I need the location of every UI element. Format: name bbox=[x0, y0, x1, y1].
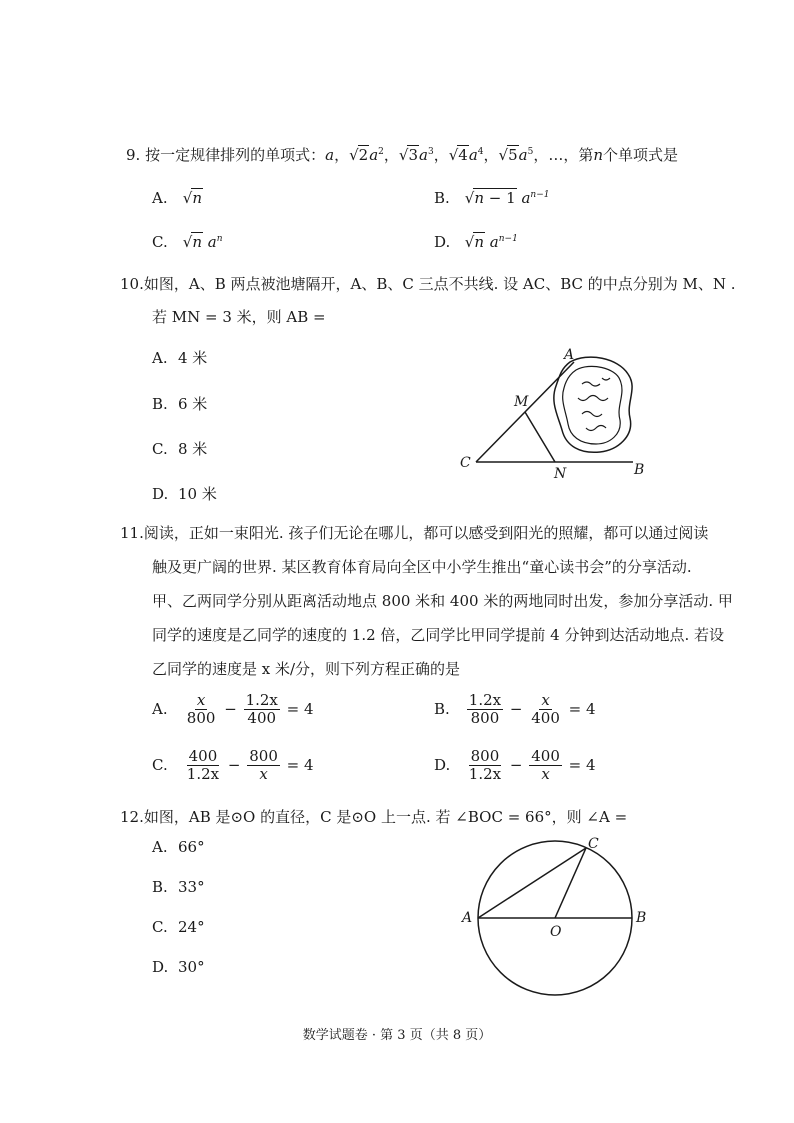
q12-option-d-label: D. bbox=[152, 958, 169, 976]
q10-option-c-text: 8 米 bbox=[178, 440, 208, 458]
q11-option-d-frac1: $\frac{800}{1.2x}$ bbox=[468, 747, 502, 784]
q12-option-a-text: 66° bbox=[178, 838, 205, 856]
q11-option-b-rhs: = 4 bbox=[568, 699, 596, 718]
q11-option-a[interactable] bbox=[152, 692, 314, 728]
q10-option-b-label: B. bbox=[152, 395, 168, 413]
q9-sequence: a，$√2a^2$，$√3a^3$，$√4a^4$，$√5a^5$，…， bbox=[325, 146, 579, 164]
label-a: A bbox=[462, 910, 473, 926]
q11-number: 11. bbox=[120, 524, 144, 542]
q12-option-c-text: 24° bbox=[178, 918, 205, 936]
q11-option-d-frac2: $\frac{400}{x}$ bbox=[531, 747, 560, 784]
q12-option-b-label: B. bbox=[152, 878, 168, 896]
q11-line3: 甲、乙两同学分别从距离活动地点 800 米和 400 米的两地同时出发，参加分享活动. 甲 bbox=[152, 592, 733, 610]
q11-line1 bbox=[120, 522, 708, 543]
q9-number: 9. bbox=[126, 146, 141, 164]
label-c: C bbox=[588, 836, 599, 852]
q10-option-c[interactable] bbox=[152, 438, 207, 459]
q11-option-d-op: − bbox=[509, 755, 523, 774]
q9-option-c-label: C. bbox=[152, 233, 168, 251]
q11-option-b-frac2: $\frac{x}{400}$ bbox=[531, 691, 560, 728]
q12-option-b[interactable] bbox=[152, 878, 205, 896]
q9-option-a-label: A. bbox=[152, 189, 168, 207]
q12-option-b-text: 33° bbox=[178, 878, 205, 896]
q9-stem-prefix: 按一定规律排列的单项式： bbox=[145, 146, 326, 164]
q11-option-d-rhs: = 4 bbox=[568, 755, 596, 774]
q12-option-c[interactable] bbox=[152, 918, 205, 936]
q11-option-b-op: − bbox=[509, 699, 523, 718]
q11-option-d-label: D. bbox=[434, 755, 451, 774]
q10-option-a[interactable] bbox=[152, 347, 207, 368]
q10-option-d-text: 10 米 bbox=[178, 485, 217, 503]
q9-stem-end: 个单项式是 bbox=[603, 146, 679, 164]
q10-number: 10. bbox=[120, 275, 144, 293]
q11-option-c[interactable] bbox=[152, 748, 314, 784]
q10-line1 bbox=[120, 273, 736, 294]
q9-option-c[interactable] bbox=[152, 232, 223, 251]
q12-option-a-label: A. bbox=[152, 838, 168, 856]
q11-option-a-op: − bbox=[224, 699, 237, 718]
q10-option-b[interactable] bbox=[152, 393, 207, 414]
q10-option-a-text: 4 米 bbox=[178, 349, 208, 367]
label-o: O bbox=[550, 924, 562, 940]
page-footer: 数学试题卷 · 第 3 页（共 8 页） bbox=[302, 1028, 492, 1043]
q10-option-d[interactable] bbox=[152, 483, 217, 504]
q11-option-d[interactable] bbox=[434, 748, 596, 784]
q12-stem bbox=[120, 806, 627, 827]
label-a: A bbox=[564, 347, 575, 363]
q10-line1-text: 如图，A、B 两点被池塘隔开，A、B、C 三点不共线. 设 AC、BC 的中点分别为 M、N . bbox=[143, 275, 736, 293]
q9-stem-suffix: 第 bbox=[578, 146, 594, 164]
q11-option-b-label: B. bbox=[434, 699, 450, 718]
label-c: C bbox=[460, 455, 471, 471]
q9-option-b-expr: √n − 1 $a^{n-1}$ bbox=[464, 189, 550, 207]
q11-line4: 同学的速度是乙同学的速度的 1.2 倍，乙同学比甲同学提前 4 分钟到达活动地点. 若设 bbox=[152, 626, 725, 644]
label-m: M bbox=[514, 394, 529, 410]
q12-option-a[interactable] bbox=[152, 838, 205, 856]
label-n: N bbox=[554, 466, 567, 482]
q12-number: 12. bbox=[120, 808, 144, 826]
q12-circle-figure bbox=[450, 830, 670, 1005]
q11-line2: 触及更广阔的世界. 某区教育体育局向全区中小学生推出“童心读书会”的分享活动. bbox=[152, 558, 692, 576]
q12-stem-text: 如图，AB 是⊙O 的直径，C 是⊙O 上一点. 若 ∠BOC = 66°，则 ∠A = bbox=[143, 808, 628, 826]
q11-option-a-frac2: $\frac{1.2x}{400}$ bbox=[245, 691, 278, 728]
q11-line5: 乙同学的速度是 x 米/分，则下列方程正确的是 bbox=[152, 660, 461, 678]
q11-option-c-frac2: $\frac{800}{x}$ bbox=[249, 747, 278, 784]
q11-option-c-rhs: = 4 bbox=[286, 755, 314, 774]
q9-option-b-label: B. bbox=[434, 189, 450, 207]
q9-option-d[interactable] bbox=[434, 232, 518, 251]
q9-stem bbox=[126, 144, 678, 165]
q11-option-c-frac1: $\frac{400}{1.2x}$ bbox=[186, 747, 220, 784]
q9-option-a-expr: √n bbox=[182, 189, 203, 207]
segment-mn bbox=[525, 412, 555, 462]
q10-line2: 若 MN = 3 米，则 AB = bbox=[152, 308, 326, 326]
q10-triangle-figure bbox=[450, 340, 660, 490]
q10-option-d-label: D. bbox=[152, 485, 169, 503]
q10-option-c-label: C. bbox=[152, 440, 168, 458]
q11-option-a-label: A. bbox=[152, 699, 168, 718]
q9-var-n: n bbox=[593, 146, 604, 164]
q11-option-a-frac1: $\frac{x}{800}$ bbox=[186, 691, 216, 728]
q11-option-b-frac1: $\frac{1.2x}{800}$ bbox=[468, 691, 502, 728]
q9-option-b[interactable] bbox=[434, 188, 549, 207]
q11-option-a-rhs: = 4 bbox=[286, 699, 314, 718]
q12-option-c-label: C. bbox=[152, 918, 168, 936]
label-b: B bbox=[636, 910, 647, 926]
q9-option-d-label: D. bbox=[434, 233, 451, 251]
q11-line1-text: 阅读，正如一束阳光. 孩子们无论在哪儿，都可以感受到阳光的照耀，都可以通过阅读 bbox=[143, 524, 709, 542]
q11-option-c-op: − bbox=[227, 755, 241, 774]
q11-option-b[interactable] bbox=[434, 692, 596, 728]
q9-option-d-expr: √n $a^{n-1}$ bbox=[464, 233, 518, 251]
q10-option-b-text: 6 米 bbox=[178, 395, 208, 413]
label-b: B bbox=[634, 462, 645, 478]
q9-option-c-expr: √n $a^n$ bbox=[182, 233, 223, 251]
q9-option-a[interactable] bbox=[152, 188, 203, 207]
q12-option-d-text: 30° bbox=[178, 958, 205, 976]
q11-option-c-label: C. bbox=[152, 755, 168, 774]
q12-option-d[interactable] bbox=[152, 958, 205, 976]
q10-option-a-label: A. bbox=[152, 349, 168, 367]
